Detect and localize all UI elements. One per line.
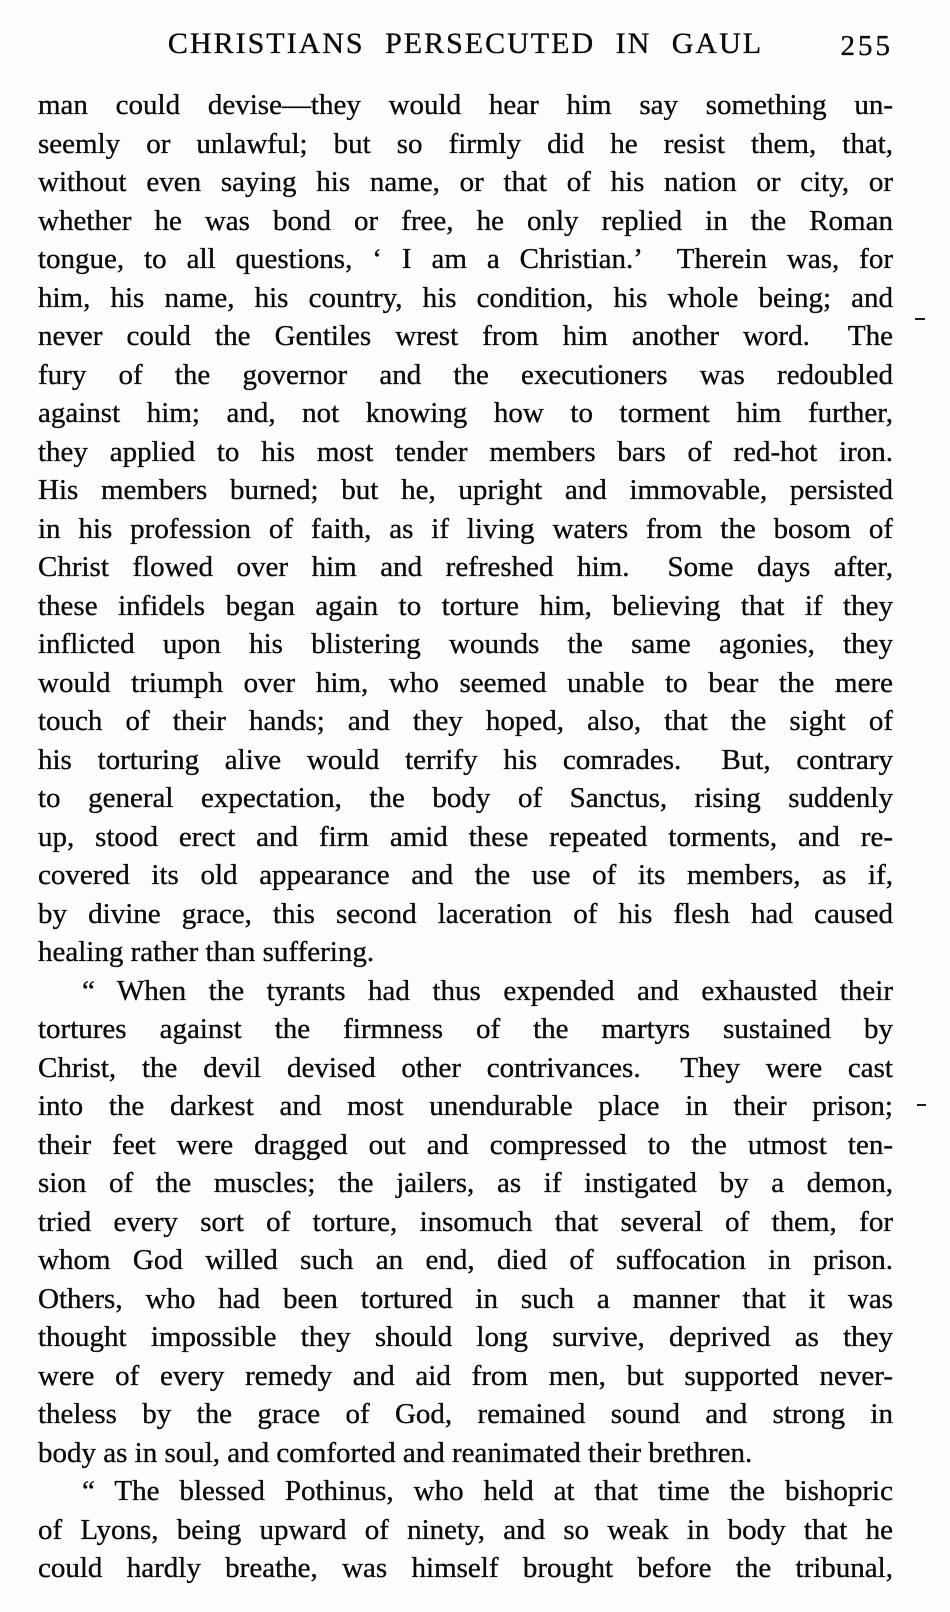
text-line: man could devise—they would hear him say something un- [38, 89, 893, 121]
scan-artifact [915, 318, 925, 320]
page-header [38, 27, 893, 67]
text-line: tried every sort of torture, insomuch that several of them, for [38, 1205, 893, 1238]
text-line: against him; and, not knowing how to torment him further, [38, 397, 893, 429]
text-line: body as in soul, and comforted and reanimated their brethren. [38, 1436, 753, 1469]
text-line: these infidels began again to torture him, believing that if they [38, 589, 893, 622]
text-line: into the darkest and most unendurable place in their prison; [38, 1090, 893, 1122]
scan-artifact [917, 1104, 926, 1106]
text-line: tortures against the firmness of the martyrs sustained by [38, 1013, 893, 1045]
text-line: inflicted upon his blistering wounds the same agonies, they [38, 628, 893, 660]
page-text [38, 86, 893, 1588]
text-line: Others, who had been tortured in such a manner that it was [38, 1282, 893, 1315]
text-line: would triumph over him, who seemed unable to bear the mere [38, 666, 893, 699]
text-line: Christ, the devil devised other contrivances. They were cast [38, 1051, 893, 1084]
text-line: healing rather than suffering. [38, 936, 375, 968]
text-line: sion of the muscles; the jailers, as if instigated by a demon, [38, 1167, 893, 1199]
text-line: his torturing alive would terrify his comrades. But, contrary [38, 743, 893, 776]
text-line: they applied to his most tender members bars of red-hot iron. [38, 435, 893, 468]
text-line: by divine grace, this second laceration of his flesh had caused [38, 897, 893, 930]
text-line: “ The blessed Pothinus, who held at that time the bishopric [82, 1475, 893, 1507]
text-line: seemly or unlawful; but so firmly did he resist them, that, [38, 127, 893, 160]
text-line: their feet were dragged out and compressed to the utmost ten- [38, 1128, 893, 1161]
text-line: up, stood erect and firm amid these repeated torments, and re- [38, 820, 893, 853]
text-line: of Lyons, being upward of ninety, and so weak in body that he [38, 1513, 893, 1546]
text-line: Christ flowed over him and refreshed him. Some days after, [38, 551, 893, 583]
page-number: 255 [840, 30, 893, 62]
running-title: CHRISTIANS PERSECUTED IN GAUL [167, 27, 764, 60]
text-line: could hardly breathe, was himself brought before the tribunal, [38, 1552, 893, 1584]
text-line: touch of their hands; and they hoped, also, that the sight of [38, 705, 893, 737]
text-line: “ When the tyrants had thus expended and exhausted their [82, 974, 893, 1007]
text-line: His members burned; but he, upright and immovable, persisted [38, 474, 893, 506]
text-line: never could the Gentiles wrest from him another word. The [38, 320, 893, 352]
paragraph [38, 972, 893, 1473]
paragraph [38, 1472, 893, 1588]
text-line: covered its old appearance and the use of its members, as if, [38, 859, 893, 891]
text-line: him, his name, his country, his condition, his whole being; and [38, 281, 893, 314]
text-line: to general expectation, the body of Sanctus, rising suddenly [38, 782, 893, 814]
text-line: were of every remedy and aid from men, but supported never- [38, 1359, 893, 1392]
text-line: thought impossible they should long survive, deprived as they [38, 1321, 893, 1353]
text-line: tongue, to all questions, ‘ I am a Christian.’ Therein was, for [38, 243, 893, 275]
text-line: whom God willed such an end, died of suffocation in prison. [38, 1244, 893, 1276]
text-line: whether he was bond or free, he only replied in the Roman [38, 204, 893, 237]
text-line: without even saying his name, or that of his nation or city, or [38, 166, 893, 198]
text-line: in his profession of faith, as if living waters from the bosom of [38, 512, 893, 545]
text-line: fury of the governor and the executioners was redoubled [38, 358, 893, 391]
paragraph [38, 86, 893, 972]
text-line: theless by the grace of God, remained sound and strong in [38, 1398, 893, 1430]
